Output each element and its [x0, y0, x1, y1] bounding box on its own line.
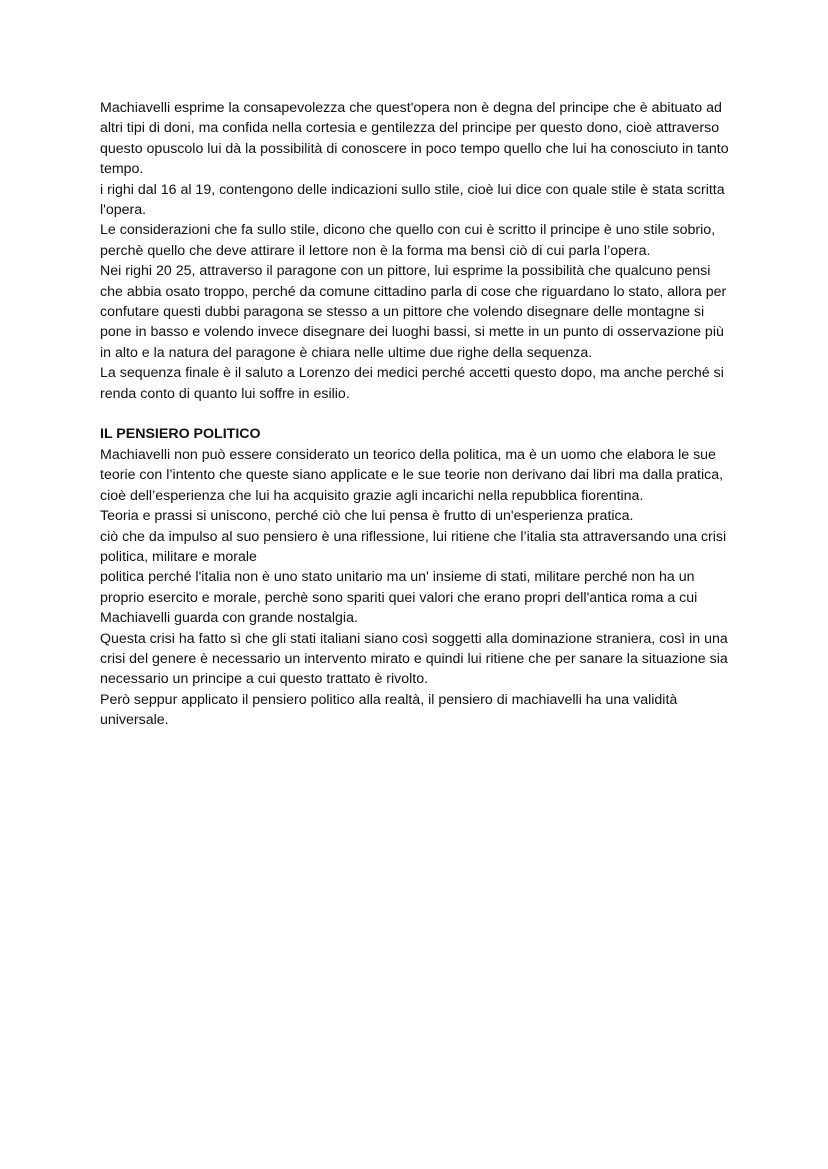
paragraph-politica-militare-morale: politica perché l'italia non è uno stato unitario ma un' insieme di stati, militare perché non ha un proprio esercito e morale, perchè sono spariti quei valori che erano propri dell'antica roma a cui Machiavelli guarda con grande nostalgia.	[100, 569, 698, 627]
paragraph-validita-universale: Però seppur applicato il pensiero politico alla realtà, il pensiero di machiavelli ha una validità universale.	[100, 691, 678, 729]
blank-line	[100, 404, 732, 424]
paragraph-teoria-prassi: Teoria e prassi si uniscono, perché ciò che lui pensa è frutto di un'esperienza pratica.	[100, 508, 634, 525]
paragraph-dominazione-straniera: Questa crisi ha fatto sì che gli stati italiani siano così soggetti alla dominazione straniera, così in una crisi del genere è necessario un intervento mirato e quindi lui ritiene che per sanare la situazione sia necessario un principe a cui questo trattato è rivolto.	[100, 630, 728, 688]
paragraph-paragone-pittore: Nei righi 20 25, attraverso il paragone con un pittore, lui esprime la possibilità che qualcuno pensi che abbia osato troppo, perché da comune cittadino parla di cose che riguardano lo stato, allora per confutare questi dubbi paragona se stesso a un pittore che volendo disegnare delle montagne si pone in basso e volendo invece disegnare dei luoghi bassi, si mette in un punto di osservazione più in alto e la natura del paragone è chiara nelle ultime due righe della sequenza.	[100, 263, 727, 361]
paragraph-sequenza-finale: La sequenza finale è il saluto a Lorenzo dei medici perché accetti questo dopo, ma anche perché si renda conto di quanto lui soffre in esilio.	[100, 365, 724, 402]
paragraph-crisi: ciò che da impulso al suo pensiero è una riflessione, lui ritiene che l’italia sta attraversando una crisi politica, militare e morale	[100, 528, 727, 565]
paragraph-teorico-politica: Machiavelli non può essere considerato un teorico della politica, ma è un uomo che elabora le sue teorie con l’intento che queste siano applicate e le sue teorie non derivano dai libri ma dalla pratica, cioè dell’esperienza che lui ha acquisito grazie agli incarichi nella repubblica fiorentina.	[100, 446, 724, 504]
section-heading: IL PENSIERO POLITICO	[100, 426, 261, 443]
paragraph-stile: Le considerazioni che fa sullo stile, dicono che quello con cui è scritto il principe è uno stile sobrio, perchè quello che deve attirare il lettore non è la forma ma bensì ciò di cui parla l’opera.	[100, 222, 716, 259]
paragraph-righi-16-19: i righi dal 16 al 19, contengono delle indicazioni sullo stile, cioè lui dice con quale stile è stata scritta l'opera.	[100, 181, 725, 219]
document-body	[100, 98, 732, 731]
paragraph-consapevolezza: Machiavelli esprime la consapevolezza che quest'opera non è degna del principe che è abituato ad altri tipi di doni, ma confida nella cortesia e gentilezza del principe per questo dono, cioè attraverso questo opuscolo lui dà la possibilità di conoscere in poco tempo quello che lui ha conosciuto in tanto tempo.	[100, 100, 729, 178]
